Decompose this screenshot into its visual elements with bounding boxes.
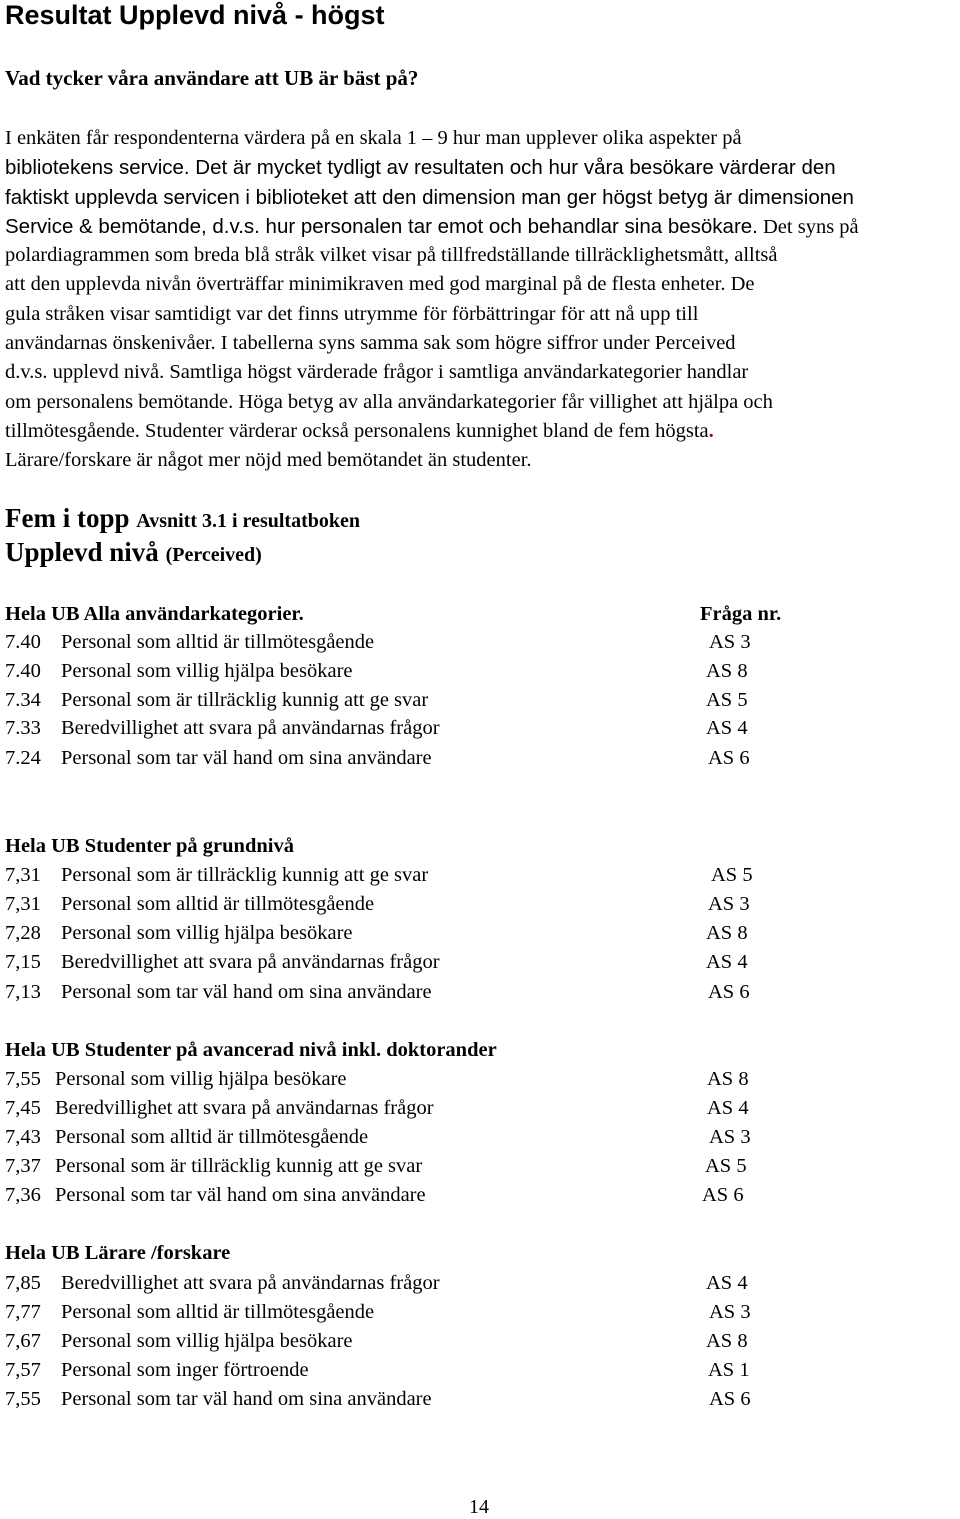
paragraph-line: faktiskt upplevda servicen i biblioteket att den dimension man ger högst betyg är dimensionen [5, 185, 854, 209]
row-question-code: AS 8 [706, 660, 748, 682]
result-row [5, 689, 955, 718]
question-number-column-header: Fråga nr. [700, 603, 782, 625]
row-question-code: AS 6 [708, 981, 750, 1003]
intro-paragraph [5, 124, 955, 476]
row-question-code: AS 4 [706, 951, 748, 973]
row-score: 7,36 [5, 1184, 41, 1206]
row-question-code: AS 3 [709, 631, 751, 653]
paragraph-line: I enkäten får respondenterna värdera på en skala 1 – 9 hur man upplever olika aspekter på [5, 127, 742, 149]
row-score: 7,45 [5, 1097, 41, 1119]
row-question-code: AS 5 [706, 689, 748, 711]
row-score: 7,77 [5, 1301, 41, 1323]
row-question-code: AS 3 [709, 1126, 751, 1148]
result-row [5, 660, 955, 689]
row-score: 7,57 [5, 1359, 41, 1381]
row-question-text: Personal som är tillräcklig kunnig att ge svar [61, 864, 429, 886]
page-subtitle: Vad tycker våra användare att UB är bäst på? [5, 66, 419, 90]
row-score: 7,85 [5, 1272, 41, 1294]
result-row [5, 1097, 955, 1126]
paragraph-line: tillmötesgående. Studenter värderar också personalens kunnighet bland de fem högsta [5, 419, 709, 442]
heading-top-five [5, 503, 360, 534]
row-question-text: Beredvillighet att svara på användarnas frågor [61, 1272, 440, 1294]
heading-perceived-sub: (Perceived) [165, 544, 262, 566]
result-row [5, 981, 955, 1010]
paragraph-line: användarnas önskenivåer. I tabellerna syns samma sak som högre siffror under Perceived [5, 332, 736, 355]
row-question-code: AS 8 [706, 1330, 748, 1352]
result-row [5, 1301, 955, 1330]
row-score: 7,67 [5, 1330, 41, 1352]
row-question-code: AS 4 [706, 717, 748, 739]
row-question-code: AS 5 [705, 1155, 747, 1177]
result-row [5, 951, 955, 980]
row-question-text: Personal som tar väl hand om sina användare [61, 1388, 432, 1410]
row-question-code: AS 3 [709, 1301, 751, 1323]
result-row [5, 631, 955, 660]
row-question-code: AS 4 [706, 1272, 748, 1294]
row-question-code: AS 4 [707, 1097, 749, 1119]
result-row [5, 893, 955, 922]
section-heading: Hela UB Alla användarkategorier. [5, 603, 304, 625]
row-question-code: AS 8 [706, 922, 748, 944]
row-score: 7.33 [5, 717, 41, 739]
heading-top-five-main: Fem i topp [5, 503, 130, 533]
row-question-text: Personal som är tillräcklig kunnig att ge svar [55, 1155, 423, 1177]
result-row [5, 1126, 955, 1155]
section-heading: Hela UB Lärare /forskare [5, 1242, 231, 1264]
paragraph-line: bibliotekens service. Det är mycket tydligt av resultaten och hur våra besökare värderar den [5, 156, 836, 180]
row-score: 7.40 [5, 660, 41, 682]
heading-perceived-main: Upplevd nivå [5, 537, 159, 567]
row-question-text: Personal som alltid är tillmötesgående [61, 631, 375, 653]
row-question-text: Personal som villig hjälpa besökare [61, 922, 353, 944]
paragraph-line: Lärare/forskare är något mer nöjd med bemötandet än studenter. [5, 449, 532, 472]
paragraph-line: om personalens bemötande. Höga betyg av alla användarkategorier får villighet att hjälpa och [5, 390, 773, 413]
row-score: 7.34 [5, 689, 41, 711]
row-question-code: AS 1 [708, 1359, 750, 1381]
result-row [5, 1184, 955, 1213]
row-score: 7,37 [5, 1155, 41, 1177]
page-title: Resultat Upplevd nivå - högst [5, 0, 385, 30]
paragraph-line-with-red-dot [5, 417, 955, 446]
row-score: 7,31 [5, 893, 41, 915]
row-question-text: Personal som inger förtroende [61, 1359, 309, 1381]
result-row [5, 1359, 955, 1388]
result-row [5, 1068, 955, 1097]
row-question-text: Personal som alltid är tillmötesgående [61, 1301, 375, 1323]
row-question-text: Personal som tar väl hand om sina användare [61, 747, 432, 769]
row-score: 7,28 [5, 922, 41, 944]
section-heading: Hela UB Studenter på avancerad nivå inkl. doktorander [5, 1039, 497, 1061]
row-question-text: Beredvillighet att svara på användarnas frågor [55, 1097, 434, 1119]
result-row [5, 922, 955, 951]
result-row [5, 864, 955, 893]
row-question-text: Personal som alltid är tillmötesgående [61, 893, 375, 915]
row-score: 7.24 [5, 747, 41, 769]
result-row [5, 1272, 955, 1301]
section-heading: Hela UB Studenter på grundnivå [5, 835, 294, 857]
paragraph-line: att den upplevda nivån överträffar minimikraven med god marginal på de flesta enheter. De [5, 273, 755, 296]
paragraph-line: polardiagrammen som breda blå stråk vilket visar på tillfredställande tillräcklighetsmått, alltså [5, 244, 778, 267]
row-score: 7,31 [5, 864, 41, 886]
row-question-text: Beredvillighet att svara på användarnas frågor [61, 717, 440, 739]
row-score: 7,13 [5, 981, 41, 1003]
row-score: 7.40 [5, 631, 41, 653]
row-question-code: AS 6 [702, 1184, 744, 1206]
paragraph-line: gula stråken visar samtidigt var det finns utrymme för förbättringar för att nå upp till [5, 302, 699, 325]
row-question-code: AS 5 [711, 864, 753, 886]
result-row [5, 747, 955, 776]
row-question-text: Personal som tar väl hand om sina användare [55, 1184, 426, 1206]
result-row [5, 1155, 955, 1184]
row-score: 7,15 [5, 951, 41, 973]
row-question-code: AS 8 [707, 1068, 749, 1090]
heading-top-five-sub: Avsnitt 3.1 i resultatboken [136, 510, 360, 532]
row-question-code: AS 6 [709, 1388, 751, 1410]
red-dot: . [708, 419, 714, 442]
page-number: 14 [469, 1496, 489, 1518]
row-score: 7,55 [5, 1388, 41, 1410]
row-question-text: Personal som är tillräcklig kunnig att ge svar [61, 689, 429, 711]
heading-perceived [5, 537, 262, 568]
paragraph-line-sans-part: Service & bemötande, d.v.s. hur personalen tar emot och behandlar sina besökare. [5, 214, 758, 238]
result-row [5, 1330, 955, 1359]
row-question-code: AS 3 [708, 893, 750, 915]
row-question-text: Beredvillighet att svara på användarnas frågor [61, 951, 440, 973]
row-question-text: Personal som villig hjälpa besökare [55, 1068, 347, 1090]
paragraph-line-mixed [5, 212, 955, 241]
row-score: 7,43 [5, 1126, 41, 1148]
paragraph-line-serif-part: Det syns på [757, 215, 859, 238]
row-question-code: AS 6 [708, 747, 750, 769]
row-question-text: Personal som tar väl hand om sina användare [61, 981, 432, 1003]
result-row [5, 1388, 955, 1417]
row-question-text: Personal som villig hjälpa besökare [61, 1330, 353, 1352]
row-score: 7,55 [5, 1068, 41, 1090]
paragraph-line: d.v.s. upplevd nivå. Samtliga högst värderade frågor i samtliga användarkategorier handlar [5, 361, 749, 384]
result-row [5, 717, 955, 746]
row-question-text: Personal som alltid är tillmötesgående [55, 1126, 369, 1148]
row-question-text: Personal som villig hjälpa besökare [61, 660, 353, 682]
